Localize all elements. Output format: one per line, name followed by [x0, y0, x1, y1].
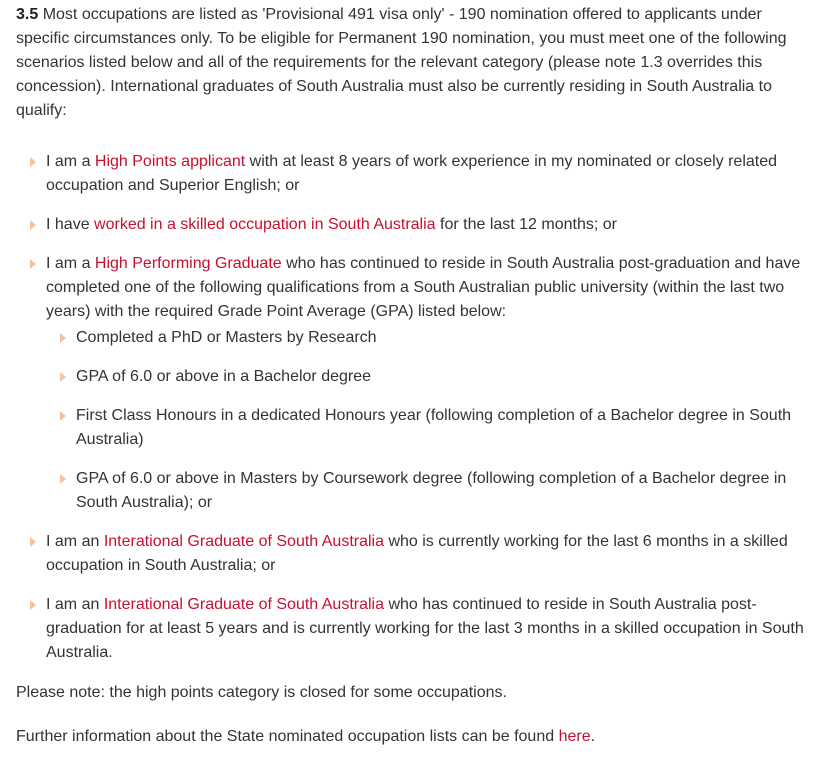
sub-list-item — [58, 404, 796, 452]
sub-list-item — [58, 467, 796, 515]
list-item-text: with at least 8 years of work experience in my nominated or closely related occupation and Superior English; or — [46, 153, 778, 194]
list-item-text: who has continued to reside in South Australia post-graduation for at least 5 years and is currently working for the last 3 months in a skilled occupation in South Australia. — [46, 596, 804, 661]
further-information-text: Further information about the State nominated occupation lists can be found — [16, 728, 559, 745]
further-information — [16, 725, 814, 749]
qualification-sub-list — [58, 326, 806, 515]
list-item — [26, 213, 806, 237]
triangle-right-icon — [60, 372, 66, 382]
list-item-text: I am a — [46, 153, 95, 170]
section-intro — [16, 3, 801, 123]
here-link[interactable]: here — [558, 728, 591, 745]
high-points-note: Please note: the high points category is closed for some occupations. — [16, 684, 507, 701]
triangle-right-icon — [60, 474, 66, 484]
sub-list-item-text: Completed a PhD or Masters by Research — [76, 329, 377, 346]
list-item-text: I am a — [46, 255, 95, 272]
scenario-list — [26, 150, 814, 665]
sub-list-item-text: GPA of 6.0 or above in a Bachelor degree — [76, 368, 372, 385]
section-intro-text: Most occupations are listed as 'Provisional 491 visa only' - 190 nomination offered to applicants under specific circumstances only. To be eligible for Permanent 190 nomination, you must meet one of the following scenarios listed below and all of the requirements for the relevant category (please note 1.3 overrides this concession). International graduates of South Australia must also be currently residing in South Australia to qualify: — [16, 6, 787, 119]
list-item — [26, 530, 806, 578]
triangle-right-icon — [30, 220, 36, 230]
triangle-right-icon — [30, 600, 36, 610]
sub-list-item-text: GPA of 6.0 or above in Masters by Coursework degree (following completion of a Bachelor degree in South Australia); or — [76, 470, 787, 511]
list-item-text: who has continued to reside in South Australia post-graduation and have completed one of the following qualifications from a South Australian public university (within the last two years) with the required Grade Point Average (GPA) listed below: — [46, 255, 801, 320]
list-item-text: I am an — [46, 533, 104, 550]
list-item — [26, 593, 806, 665]
high-points-applicant-link[interactable]: High Points applicant — [94, 153, 246, 170]
triangle-right-icon — [30, 157, 36, 167]
list-item — [26, 150, 806, 198]
section-number: 3.5 — [16, 6, 39, 23]
list-item-text: I have — [46, 216, 95, 233]
list-item-text: who is currently working for the last 6 months in a skilled occupation in South Australia; or — [46, 533, 788, 574]
sub-list-item — [58, 365, 796, 389]
international-graduate-link[interactable]: Interational Graduate of South Australia — [103, 596, 384, 613]
triangle-right-icon — [30, 537, 36, 547]
international-graduate-link[interactable]: Interational Graduate of South Australia — [103, 533, 384, 550]
list-item — [26, 252, 806, 515]
list-item-text: for the last 12 months; or — [435, 216, 617, 233]
triangle-right-icon — [30, 259, 36, 269]
further-information-period: . — [590, 728, 596, 745]
sub-list-item-text: First Class Honours in a dedicated Honours year (following completion of a Bachelor degree in South Australia) — [76, 407, 792, 448]
triangle-right-icon — [60, 411, 66, 421]
triangle-right-icon — [60, 333, 66, 343]
sub-list-item — [58, 326, 796, 350]
list-item-text: I am an — [46, 596, 104, 613]
high-performing-graduate-link[interactable]: High Performing Graduate — [94, 255, 282, 272]
skilled-occupation-link[interactable]: worked in a skilled occupation in South Australia — [94, 216, 436, 233]
